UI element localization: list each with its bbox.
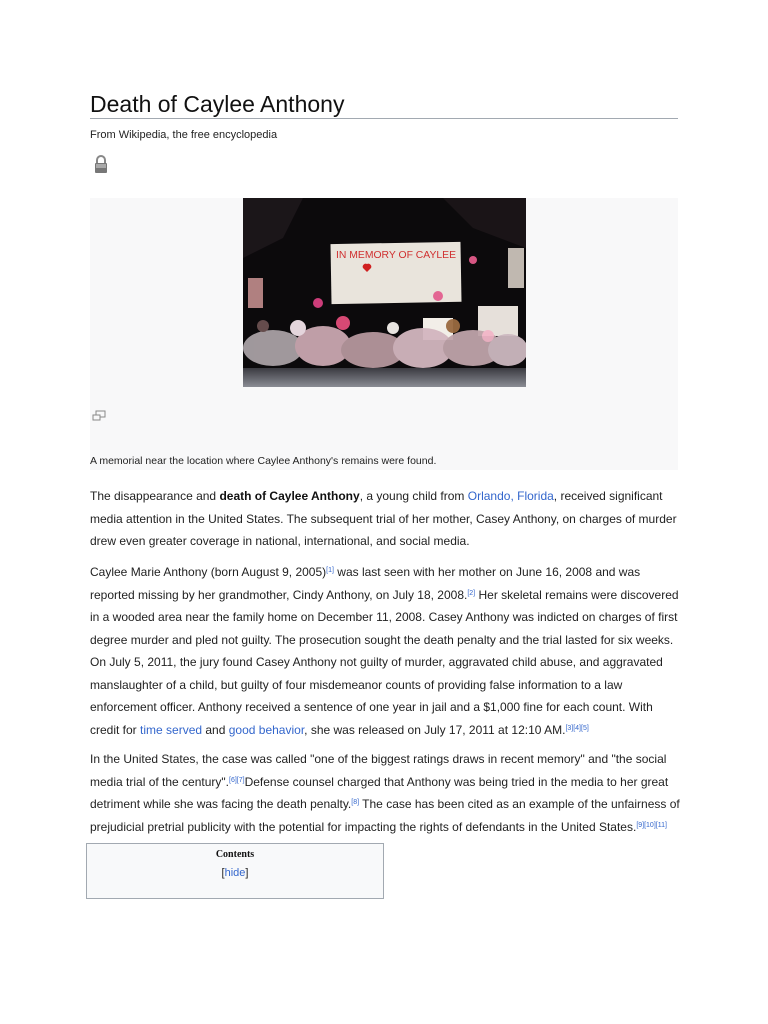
memorial-sign-text: IN MEMORY OF CAYLEE bbox=[336, 250, 457, 261]
link-orlando-florida[interactable]: Orlando, Florida bbox=[467, 489, 554, 503]
citation-link[interactable]: [1] bbox=[326, 567, 334, 574]
lead-paragraph-3: In the United States, the case was called "one of the biggest ratings draws in recent memory" and "the social media trial of the century".[6][7]Defense counsel charged that Anthony was being tried in the media to her great detriment while she was facing the death penalty.[8] The case has been cited as an example of the unfairness of prejudicial pretrial publicity with the potential for impacting the rights of defendants in the United States.[9][10][11] bbox=[90, 752, 680, 834]
image-thumbnail bbox=[90, 198, 678, 470]
citation-link[interactable]: [3][4][5] bbox=[565, 724, 589, 732]
citation-link[interactable]: [6][7] bbox=[229, 776, 245, 784]
link-time-served[interactable]: time served bbox=[140, 722, 203, 737]
toc-hide-link[interactable]: hide bbox=[224, 867, 246, 879]
link-good-behavior[interactable]: good behavior bbox=[228, 722, 305, 737]
memorial-photo[interactable] bbox=[243, 198, 526, 387]
toc-hide-toggle: [hide] bbox=[221, 867, 249, 879]
image-caption: A memorial near the location where Caylee Anthony's remains were found. bbox=[90, 455, 437, 467]
toc-title: Contents bbox=[215, 849, 255, 860]
citation-link[interactable]: [9][10][11] bbox=[636, 821, 667, 829]
citation-link[interactable]: [2] bbox=[467, 589, 476, 597]
table-of-contents bbox=[86, 843, 384, 899]
site-tagline: From Wikipedia, the free encyclopedia bbox=[90, 129, 278, 141]
lead-paragraph-1: The disappearance and death of Caylee Anthony, a young child from Orlando, Florida, received significant media attention in the United States. The subsequent trial of her mother, Casey Anthony, on charges of murder drew even greater coverage in national, international, and social media. bbox=[90, 489, 677, 548]
lock-icon[interactable] bbox=[93, 154, 109, 174]
lead-paragraph-2: Caylee Marie Anthony (born August 9, 2005)[1] was last seen with her mother on June 16, 2008 and was reported missing by her grandmother, Cindy Anthony, on July 18, 2008.[2] Her skeletal remains were discovered in a wooded area near the family home on December 11, 2008. Casey Anthony was indicted on charges of first degree murder and pled not guilty. The prosecution sought the death penalty and the trial lasted for six weeks. On July 5, 2011, the jury found Casey Anthony not guilty of murder, aggravated child abuse, and aggravated manslaughter of a child, but guilty of four misdemeanor counts of providing false information to a law enforcement officer. Anthony received a sentence of one year in jail and a $1,000 fine for each count. With credit for time served and good behavior, she was released on July 17, 2011 at 12:10 AM.[3][4][5] bbox=[90, 565, 679, 737]
enlarge-icon[interactable] bbox=[92, 410, 106, 422]
bold-topic: death of Caylee Anthony bbox=[219, 489, 360, 503]
citation-link[interactable]: [8] bbox=[351, 799, 360, 806]
page-title: Death of Caylee Anthony bbox=[90, 90, 678, 119]
